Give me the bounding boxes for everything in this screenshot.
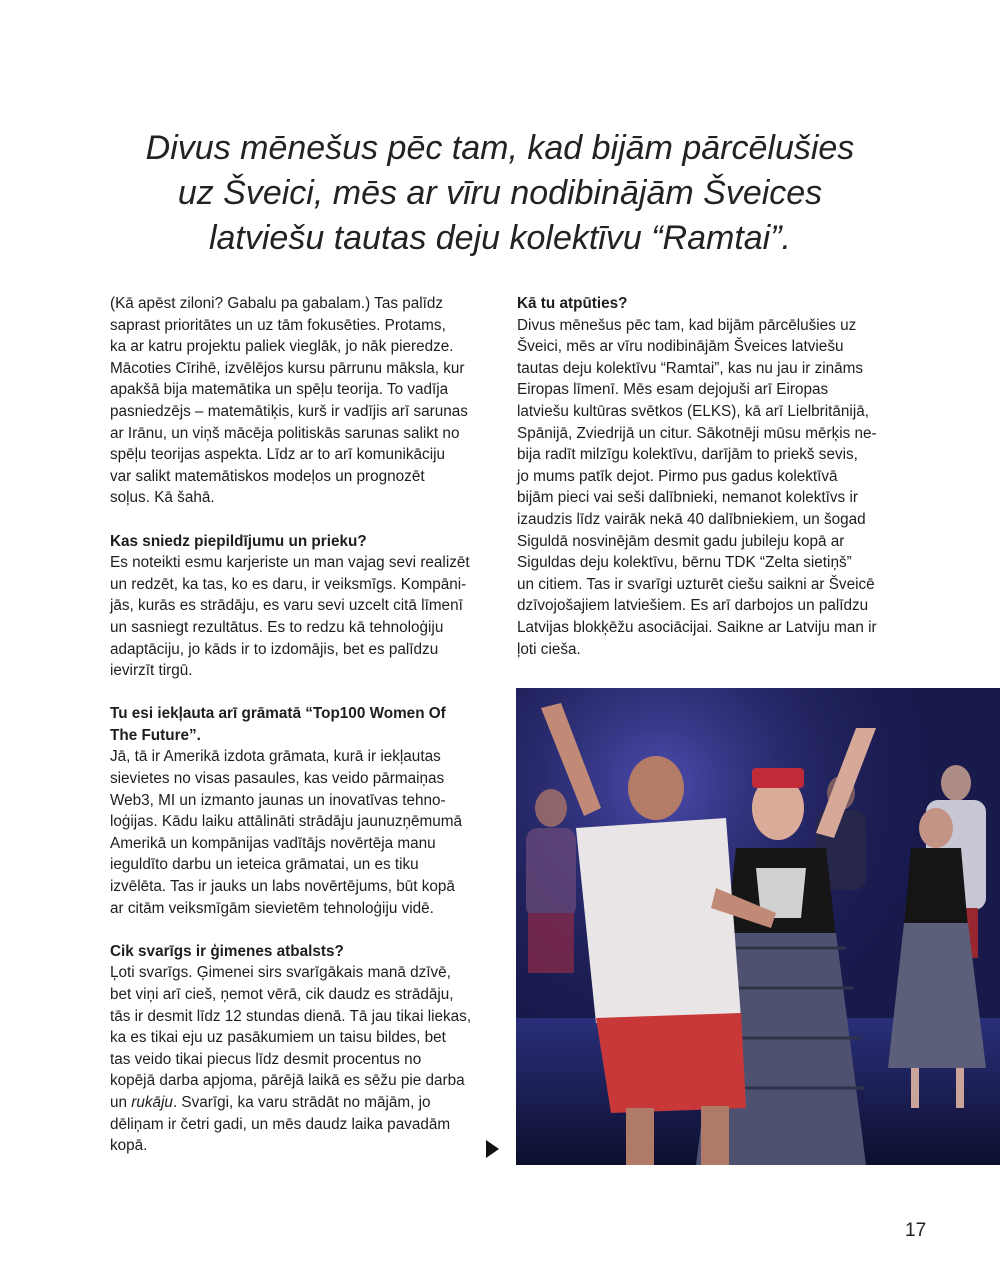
text-line: spēļu teorijas aspekta. Līdz ar to arī komunikāciju [110,446,446,464]
text-line: saprast prioritātes un uz tām fokusēties. Protams, [110,316,446,334]
text-line: Jā, tā ir Amerikā izdota grāmata, kurā ir iekļautas [110,748,441,766]
pull-quote-line: Divus mēnešus pēc tam, kad bijām pārcēlušies [145,129,855,167]
dancers-photo [516,688,1000,1165]
text-line: bijām pieci vai seši dalībnieki, nemanot kolektīvs ir [517,489,858,507]
section-heading: Kā tu atpūties? [517,295,628,312]
section-heading: Tu esi iekļauta arī grāmatā “Top100 Women Of [110,705,446,723]
page-number: 17 [905,1220,927,1241]
section-paragraph [110,962,488,1156]
text-line: Divus mēnešus pēc tam, kad bijām pārcēlušies uz [517,316,857,334]
text-line: sievietes no visas pasaules, kas veido pārmaiņas [110,770,445,788]
text-line: (Kā apēst ziloni? Gabalu pa gabalam.) Tas palīdz [110,295,444,312]
dancers-illustration [516,688,1000,1165]
intro-paragraph [110,293,488,509]
text-line: Amerikā un kompānijas vadītājs novērtēja manu [110,834,436,852]
section-heading: Kas sniedz piepildījumu un prieku? [110,532,367,550]
text-line: dzīvojošajiem latviešiem. Es arī darbojos un palīdzu [517,597,869,615]
text-line: adaptāciju, jo kāds ir to izdomājis, bet es palīdzu [110,640,439,658]
text-fragment: . Svarīgi, ka varu strādāt no mājām, jo [172,1093,431,1111]
text-line: Es noteikti esmu karjeriste un man vajag sevi realizēt [110,554,470,572]
text-line: tautas deju kolektīvu “Ramtai”, kas nu jau ir zināms [517,359,864,377]
section-heading: The Future”. [110,726,201,744]
text-line [110,1092,488,1114]
text-line: Siguldā nosvinējām desmit gadu jubileju kopā ar [517,532,845,550]
text-line: loģijas. Kādu laiku attālināti strādāju jaunuzņēmumā [110,813,463,831]
text-line: soļus. Kā šahā. [110,489,215,507]
text-line: un redzēt, ka tas, ko es daru, ir veiksmīgs. Kompāni- [110,575,467,593]
text-line: dēliņam ir četri gadi, un mēs daudz laika pavadām [110,1115,451,1133]
text-line: ieguldīto darbu un ieteica grāmatai, un es tiku [110,856,419,874]
section-paragraph [517,315,897,661]
text-fragment: un [110,1093,132,1111]
text-line: apakšā bija matemātika un spēļu teorija. To vadīja [110,381,449,399]
text-line: Web3, MI un izmanto jaunas un inovatīvas tehno- [110,791,446,809]
text-line: Šveici, mēs ar vīru nodibinājām Šveices latviešu [517,338,844,356]
left-column [110,293,488,1157]
text-line: bija radīt milzīgu kolektīvu, darījām to priekš sevis, [517,446,858,464]
right-column [517,293,897,660]
text-line: ievirzīt tirgū. [110,662,193,680]
section-heading: Cik svarīgs ir ģimenes atbalsts? [110,942,344,960]
text-line: Latvijas blokķēžu asociācijai. Saikne ar Latviju man ir [517,618,877,636]
text-line: Siguldas deju kolektīvu, bērnu TDK “Zelta sietiņš” [517,554,852,572]
text-line: izaudzis līdz vairāk nekā 40 dalībniekiem, un šogad [517,510,866,528]
text-line: pasniedzējs – matemātiķis, kurš ir vadījis arī sarunas [110,402,468,420]
italic-word: rukāju [131,1093,173,1111]
section-paragraph [110,552,488,682]
text-line: ka es tikai eju uz pasākumiem un taisu bildes, bet [110,1029,446,1047]
text-line: Ļoti svarīgs. Ģimenei sirs svarīgākais manā dzīvē, [110,964,451,982]
text-line: ar citām veiksmīgām sievietēm tehnoloģiju vidē. [110,899,434,917]
text-line: kopējā darba apjoma, pārējā laikā es sēžu pie darba [110,1072,465,1090]
text-line: Spānijā, Zviedrijā un citur. Sākotnēji mūsu mērķis ne- [517,424,877,442]
text-line: un sasniegt rezultātus. Es to redzu kā tehnoloģiju [110,618,444,636]
text-line: izvēlēta. Tas ir jauks un labs novērtējums, būt kopā [110,878,455,896]
text-line: bet viņi arī cieš, ņemot vērā, cik daudz es strādāju, [110,986,454,1003]
text-line: var salikt matemātiskos modeļos un prognozēt [110,467,425,485]
text-line: tas veido tikai piecus līdz desmit procentus no [110,1050,422,1068]
text-line: ka ar katru projektu paliek vieglāk, jo nāk pieredze. [110,338,454,356]
text-line: kopā. [110,1137,148,1155]
pull-quote-line: latviešu tautas deju kolektīvu “Ramtai”. [208,219,792,257]
text-line: latviešu kultūras svētkos (ELKS), kā arī Lielbritānijā, [517,402,869,420]
text-line: Eiropas līmenī. Mēs esam dejojuši arī Eiropas [517,381,829,399]
text-line: tās ir desmit līdz 12 stundas dienā. Tā jau tikai liekas, [110,1007,472,1025]
pull-quote-line: uz Šveici, mēs ar vīru nodibinājām Šveices [177,174,823,212]
text-line: ar Irānu, un viņš mācēja politiskās sarunas salikt no [110,424,460,442]
text-line: Mācoties Cīrihē, izvēlējos kursu pārrunu māksla, kur [110,359,465,377]
text-line: jās, kurās es strādāju, es varu sevi uzcelt citā līmenī [110,597,463,615]
text-line: ļoti cieša. [517,640,581,658]
continue-arrow-icon [486,1140,499,1158]
pull-quote [60,126,940,261]
text-line: un citiem. Tas ir svarīgi uzturēt ciešu saikni ar Šveicē [517,575,875,593]
section-paragraph [110,746,488,919]
text-line: jo mums patīk dejot. Pirmo pus gadus kolektīvā [517,467,838,485]
